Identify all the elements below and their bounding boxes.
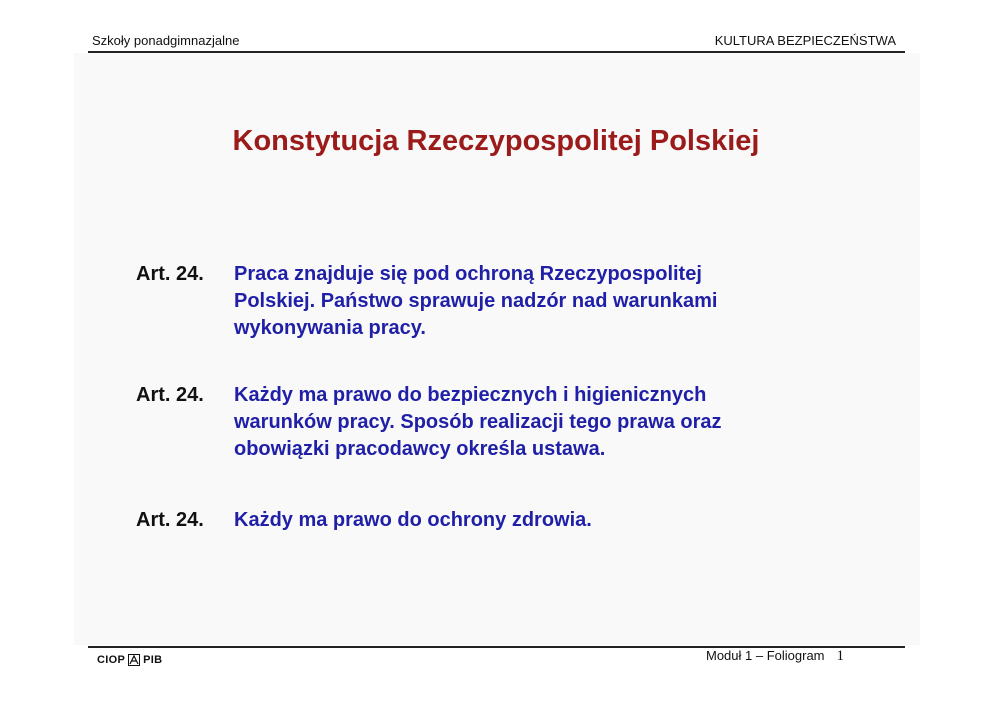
article-1 <box>136 261 836 342</box>
article-3 <box>136 507 836 534</box>
module-label: Moduł 1 – Foliogram <box>706 648 825 663</box>
article-number: Art. 24. <box>136 509 204 531</box>
article-number: Art. 24. <box>136 263 204 285</box>
header-left-text: Szkoły ponadgimnazjalne <box>92 33 240 48</box>
page-number: 1 <box>836 648 844 664</box>
article-line: obowiązki pracodawcy określa ustawa. <box>234 438 606 460</box>
article-line: Praca znajduje się pod ochroną Rzeczypospolitej <box>234 263 702 285</box>
article-line: warunków pracy. Sposób realizacji tego prawa oraz <box>234 411 722 433</box>
footer-module-info <box>706 648 844 665</box>
article-text <box>234 261 717 342</box>
article-line: Każdy ma prawo do bezpiecznych i higienicznych <box>234 384 707 406</box>
article-number: Art. 24. <box>136 384 204 406</box>
article-line: Każdy ma prawo do ochrony zdrowia. <box>234 509 592 531</box>
logo-left-text: CIOP <box>97 654 126 666</box>
header-divider <box>88 51 905 53</box>
article-line: wykonywania pracy. <box>234 317 426 339</box>
header-right-text: KULTURA BEZPIECZEŃSTWA <box>714 33 896 48</box>
article-text <box>234 382 722 463</box>
article-line: Polskiej. Państwo sprawuje nadzór nad warunkami <box>234 290 718 312</box>
logo-right-text: PIB <box>143 654 163 666</box>
page-title: Konstytucja Rzeczypospolitej Polskiej <box>232 125 760 157</box>
logo-emblem-icon <box>128 654 140 666</box>
article-2 <box>136 382 836 463</box>
ciop-pib-logo <box>97 652 162 668</box>
article-text <box>234 507 592 534</box>
